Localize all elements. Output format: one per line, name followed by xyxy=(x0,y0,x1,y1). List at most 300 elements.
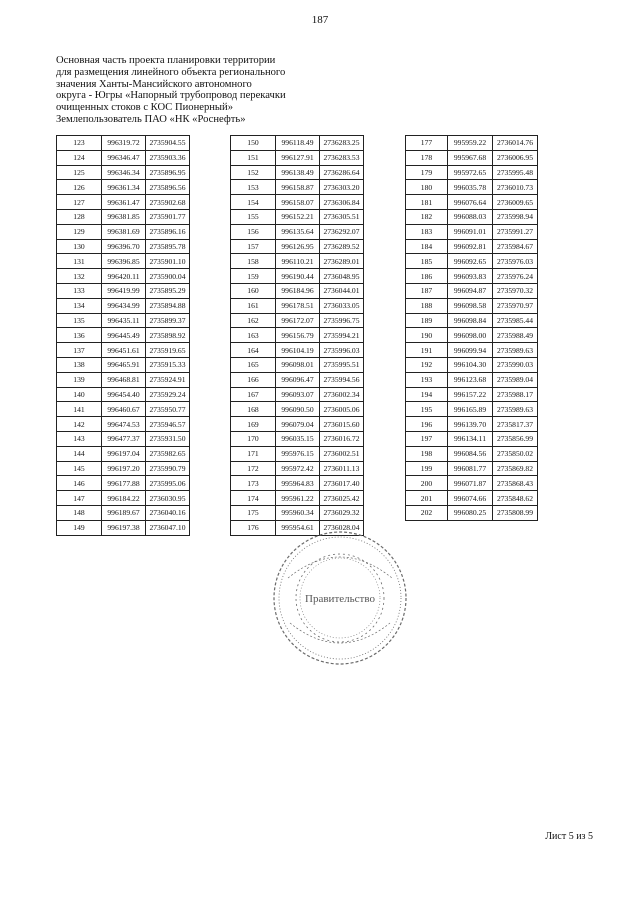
y-coordinate-cell: 2736010.73 xyxy=(493,180,538,195)
point-number-cell: 165 xyxy=(231,357,276,372)
table-row xyxy=(406,269,538,284)
table-row xyxy=(406,343,538,358)
table-row xyxy=(57,387,190,402)
y-coordinate-cell: 2735899.37 xyxy=(146,313,190,328)
document-header xyxy=(56,55,316,126)
point-number-cell: 202 xyxy=(406,505,448,520)
table-row xyxy=(231,328,364,343)
x-coordinate-cell: 996138.49 xyxy=(276,165,320,180)
table-row xyxy=(406,195,538,210)
table-row xyxy=(57,372,190,387)
point-number-cell: 148 xyxy=(57,505,102,520)
header-line: округа - Югры «Напорный трубопровод перекачки xyxy=(56,90,286,102)
x-coordinate-cell: 996157.22 xyxy=(448,387,493,402)
y-coordinate-cell: 2736028.04 xyxy=(320,520,364,535)
x-coordinate-cell: 996074.66 xyxy=(448,491,493,506)
point-number-cell: 139 xyxy=(57,372,102,387)
point-number-cell: 138 xyxy=(57,357,102,372)
y-coordinate-cell: 2735995.06 xyxy=(146,476,190,491)
point-number-cell: 183 xyxy=(406,224,448,239)
point-number-cell: 188 xyxy=(406,298,448,313)
table-row xyxy=(57,313,190,328)
y-coordinate-cell: 2735901.77 xyxy=(146,209,190,224)
x-coordinate-cell: 995972.42 xyxy=(276,461,320,476)
point-number-cell: 161 xyxy=(231,298,276,313)
y-coordinate-cell: 2735994.21 xyxy=(320,328,364,343)
x-coordinate-cell: 996093.07 xyxy=(276,387,320,402)
y-coordinate-cell: 2735998.94 xyxy=(493,209,538,224)
table-row xyxy=(231,224,364,239)
point-number-cell: 193 xyxy=(406,372,448,387)
point-number-cell: 146 xyxy=(57,476,102,491)
header-line: Основная часть проекта планировки территории xyxy=(56,55,276,66)
table-row xyxy=(57,328,190,343)
y-coordinate-cell: 2736014.76 xyxy=(493,136,538,151)
point-number-cell: 136 xyxy=(57,328,102,343)
y-coordinate-cell: 2735896.56 xyxy=(146,180,190,195)
y-coordinate-cell: 2736289.52 xyxy=(320,239,364,254)
y-coordinate-cell: 2735869.82 xyxy=(493,461,538,476)
y-coordinate-cell: 2736002.51 xyxy=(320,446,364,461)
x-coordinate-cell: 995960.34 xyxy=(276,505,320,520)
point-number-cell: 137 xyxy=(57,343,102,358)
table-row xyxy=(57,239,190,254)
y-coordinate-cell: 2736016.72 xyxy=(320,431,364,446)
x-coordinate-cell: 996104.19 xyxy=(276,343,320,358)
y-coordinate-cell: 2736286.64 xyxy=(320,165,364,180)
point-number-cell: 127 xyxy=(57,195,102,210)
x-coordinate-cell: 996091.01 xyxy=(448,224,493,239)
table-row xyxy=(57,505,190,520)
y-coordinate-cell: 2735991.27 xyxy=(493,224,538,239)
y-coordinate-cell: 2735848.62 xyxy=(493,491,538,506)
point-number-cell: 144 xyxy=(57,446,102,461)
y-coordinate-cell: 2735990.03 xyxy=(493,357,538,372)
point-number-cell: 132 xyxy=(57,269,102,284)
coordinates-table-1 xyxy=(56,135,190,536)
y-coordinate-cell: 2735946.57 xyxy=(146,417,190,432)
point-number-cell: 182 xyxy=(406,209,448,224)
x-coordinate-cell: 996099.94 xyxy=(448,343,493,358)
x-coordinate-cell: 996361.47 xyxy=(102,195,146,210)
table-row xyxy=(231,505,364,520)
y-coordinate-cell: 2735901.10 xyxy=(146,254,190,269)
table-row xyxy=(57,491,190,506)
table-row xyxy=(406,165,538,180)
table-row xyxy=(57,476,190,491)
table-row xyxy=(231,343,364,358)
point-number-cell: 142 xyxy=(57,417,102,432)
point-number-cell: 147 xyxy=(57,491,102,506)
point-number-cell: 173 xyxy=(231,476,276,491)
table-row xyxy=(57,224,190,239)
x-coordinate-cell: 996465.91 xyxy=(102,357,146,372)
table-row xyxy=(406,491,538,506)
point-number-cell: 164 xyxy=(231,343,276,358)
x-coordinate-cell: 996381.85 xyxy=(102,209,146,224)
y-coordinate-cell: 2735929.24 xyxy=(146,387,190,402)
y-coordinate-cell: 2735895.29 xyxy=(146,283,190,298)
y-coordinate-cell: 2735898.92 xyxy=(146,328,190,343)
x-coordinate-cell: 996071.87 xyxy=(448,476,493,491)
point-number-cell: 143 xyxy=(57,431,102,446)
point-number-cell: 150 xyxy=(231,136,276,151)
point-number-cell: 177 xyxy=(406,136,448,151)
x-coordinate-cell: 996098.01 xyxy=(276,357,320,372)
table-row xyxy=(57,165,190,180)
table-row xyxy=(231,446,364,461)
table-row xyxy=(231,491,364,506)
x-coordinate-cell: 996474.53 xyxy=(102,417,146,432)
table-row xyxy=(231,165,364,180)
x-coordinate-cell: 995954.61 xyxy=(276,520,320,535)
x-coordinate-cell: 996092.81 xyxy=(448,239,493,254)
table-row xyxy=(57,520,190,535)
x-coordinate-cell: 996445.49 xyxy=(102,328,146,343)
point-number-cell: 157 xyxy=(231,239,276,254)
table-row xyxy=(231,313,364,328)
coordinates-table-2 xyxy=(230,135,364,536)
y-coordinate-cell: 2735995.51 xyxy=(320,357,364,372)
point-number-cell: 159 xyxy=(231,269,276,284)
point-number-cell: 191 xyxy=(406,343,448,358)
x-coordinate-cell: 996098.84 xyxy=(448,313,493,328)
x-coordinate-cell: 996088.03 xyxy=(448,209,493,224)
point-number-cell: 158 xyxy=(231,254,276,269)
table-row xyxy=(406,313,538,328)
x-coordinate-cell: 996165.89 xyxy=(448,402,493,417)
point-number-cell: 125 xyxy=(57,165,102,180)
point-number-cell: 145 xyxy=(57,461,102,476)
point-number-cell: 178 xyxy=(406,150,448,165)
table-row xyxy=(406,461,538,476)
x-coordinate-cell: 996468.81 xyxy=(102,372,146,387)
x-coordinate-cell: 996156.79 xyxy=(276,328,320,343)
y-coordinate-cell: 2736029.32 xyxy=(320,505,364,520)
x-coordinate-cell: 996346.47 xyxy=(102,150,146,165)
x-coordinate-cell: 996319.72 xyxy=(102,136,146,151)
x-coordinate-cell: 996184.96 xyxy=(276,283,320,298)
y-coordinate-cell: 2735976.24 xyxy=(493,269,538,284)
x-coordinate-cell: 996135.64 xyxy=(276,224,320,239)
table-row xyxy=(231,239,364,254)
point-number-cell: 179 xyxy=(406,165,448,180)
y-coordinate-cell: 2735976.03 xyxy=(493,254,538,269)
table-row xyxy=(231,476,364,491)
x-coordinate-cell: 996084.56 xyxy=(448,446,493,461)
x-coordinate-cell: 996094.87 xyxy=(448,283,493,298)
table-row xyxy=(57,417,190,432)
table-row xyxy=(406,372,538,387)
x-coordinate-cell: 996035.15 xyxy=(276,431,320,446)
table-row xyxy=(231,254,364,269)
point-number-cell: 172 xyxy=(231,461,276,476)
x-coordinate-cell: 996451.61 xyxy=(102,343,146,358)
y-coordinate-cell: 2735988.49 xyxy=(493,328,538,343)
point-number-cell: 130 xyxy=(57,239,102,254)
table-row xyxy=(231,136,364,151)
x-coordinate-cell: 996093.83 xyxy=(448,269,493,284)
table-row xyxy=(406,431,538,446)
y-coordinate-cell: 2735995.48 xyxy=(493,165,538,180)
y-coordinate-cell: 2735904.55 xyxy=(146,136,190,151)
point-number-cell: 192 xyxy=(406,357,448,372)
table-row xyxy=(231,209,364,224)
point-number-cell: 166 xyxy=(231,372,276,387)
table-row xyxy=(57,254,190,269)
x-coordinate-cell: 996098.58 xyxy=(448,298,493,313)
table-row xyxy=(57,180,190,195)
sheet-number-label: Лист 5 из 5 xyxy=(545,831,593,842)
table-row xyxy=(406,239,538,254)
point-number-cell: 196 xyxy=(406,417,448,432)
y-coordinate-cell: 2735868.43 xyxy=(493,476,538,491)
table-row xyxy=(57,357,190,372)
table-row xyxy=(57,283,190,298)
y-coordinate-cell: 2736011.13 xyxy=(320,461,364,476)
x-coordinate-cell: 996110.21 xyxy=(276,254,320,269)
point-number-cell: 200 xyxy=(406,476,448,491)
x-coordinate-cell: 996477.37 xyxy=(102,431,146,446)
x-coordinate-cell: 996126.95 xyxy=(276,239,320,254)
table-row xyxy=(57,136,190,151)
x-coordinate-cell: 996139.70 xyxy=(448,417,493,432)
x-coordinate-cell: 996081.77 xyxy=(448,461,493,476)
x-coordinate-cell: 996079.04 xyxy=(276,417,320,432)
x-coordinate-cell: 996346.34 xyxy=(102,165,146,180)
x-coordinate-cell: 996381.69 xyxy=(102,224,146,239)
point-number-cell: 169 xyxy=(231,417,276,432)
table-row xyxy=(231,387,364,402)
x-coordinate-cell: 996396.85 xyxy=(102,254,146,269)
x-coordinate-cell: 996190.44 xyxy=(276,269,320,284)
y-coordinate-cell: 2735989.63 xyxy=(493,343,538,358)
point-number-cell: 140 xyxy=(57,387,102,402)
table-row xyxy=(231,461,364,476)
x-coordinate-cell: 996434.99 xyxy=(102,298,146,313)
point-number-cell: 141 xyxy=(57,402,102,417)
x-coordinate-cell: 996080.25 xyxy=(448,505,493,520)
point-number-cell: 189 xyxy=(406,313,448,328)
y-coordinate-cell: 2736009.65 xyxy=(493,195,538,210)
y-coordinate-cell: 2736292.07 xyxy=(320,224,364,239)
point-number-cell: 176 xyxy=(231,520,276,535)
table-row xyxy=(231,269,364,284)
table-row xyxy=(231,298,364,313)
x-coordinate-cell: 996454.40 xyxy=(102,387,146,402)
x-coordinate-cell: 996177.88 xyxy=(102,476,146,491)
table-row xyxy=(406,283,538,298)
x-coordinate-cell: 996035.78 xyxy=(448,180,493,195)
point-number-cell: 180 xyxy=(406,180,448,195)
x-coordinate-cell: 996127.91 xyxy=(276,150,320,165)
x-coordinate-cell: 996361.34 xyxy=(102,180,146,195)
table-row xyxy=(406,387,538,402)
point-number-cell: 195 xyxy=(406,402,448,417)
point-number-cell: 184 xyxy=(406,239,448,254)
x-coordinate-cell: 996172.07 xyxy=(276,313,320,328)
y-coordinate-cell: 2735996.75 xyxy=(320,313,364,328)
point-number-cell: 151 xyxy=(231,150,276,165)
x-coordinate-cell: 996134.11 xyxy=(448,431,493,446)
y-coordinate-cell: 2736006.95 xyxy=(493,150,538,165)
point-number-cell: 154 xyxy=(231,195,276,210)
y-coordinate-cell: 2735817.37 xyxy=(493,417,538,432)
point-number-cell: 153 xyxy=(231,180,276,195)
y-coordinate-cell: 2735989.04 xyxy=(493,372,538,387)
y-coordinate-cell: 2736283.25 xyxy=(320,136,364,151)
point-number-cell: 135 xyxy=(57,313,102,328)
y-coordinate-cell: 2736305.51 xyxy=(320,209,364,224)
table-row xyxy=(57,402,190,417)
point-number-cell: 197 xyxy=(406,431,448,446)
y-coordinate-cell: 2736033.05 xyxy=(320,298,364,313)
x-coordinate-cell: 996435.11 xyxy=(102,313,146,328)
x-coordinate-cell: 996104.30 xyxy=(448,357,493,372)
point-number-cell: 123 xyxy=(57,136,102,151)
x-coordinate-cell: 996420.11 xyxy=(102,269,146,284)
point-number-cell: 181 xyxy=(406,195,448,210)
point-number-cell: 131 xyxy=(57,254,102,269)
point-number-cell: 175 xyxy=(231,505,276,520)
y-coordinate-cell: 2735988.17 xyxy=(493,387,538,402)
table-row xyxy=(57,343,190,358)
x-coordinate-cell: 996460.67 xyxy=(102,402,146,417)
point-number-cell: 155 xyxy=(231,209,276,224)
point-number-cell: 156 xyxy=(231,224,276,239)
table-row xyxy=(57,269,190,284)
point-number-cell: 126 xyxy=(57,180,102,195)
y-coordinate-cell: 2736025.42 xyxy=(320,491,364,506)
header-line: Землепользователь ПАО «НК «Роснефть» xyxy=(56,113,246,125)
table-row xyxy=(406,150,538,165)
x-coordinate-cell: 995967.68 xyxy=(448,150,493,165)
point-number-cell: 133 xyxy=(57,283,102,298)
x-coordinate-cell: 996098.00 xyxy=(448,328,493,343)
y-coordinate-cell: 2736306.84 xyxy=(320,195,364,210)
point-number-cell: 128 xyxy=(57,209,102,224)
table-row xyxy=(231,195,364,210)
x-coordinate-cell: 996197.38 xyxy=(102,520,146,535)
y-coordinate-cell: 2735985.44 xyxy=(493,313,538,328)
official-stamp xyxy=(270,528,410,668)
x-coordinate-cell: 996158.07 xyxy=(276,195,320,210)
y-coordinate-cell: 2736017.40 xyxy=(320,476,364,491)
header-line: значения Ханты-Мансийского автономного xyxy=(56,78,252,90)
x-coordinate-cell: 995976.15 xyxy=(276,446,320,461)
y-coordinate-cell: 2736005.06 xyxy=(320,402,364,417)
x-coordinate-cell: 996118.49 xyxy=(276,136,320,151)
x-coordinate-cell: 996158.87 xyxy=(276,180,320,195)
x-coordinate-cell: 995972.65 xyxy=(448,165,493,180)
y-coordinate-cell: 2736303.20 xyxy=(320,180,364,195)
y-coordinate-cell: 2735994.56 xyxy=(320,372,364,387)
y-coordinate-cell: 2735919.65 xyxy=(146,343,190,358)
point-number-cell: 149 xyxy=(57,520,102,535)
table-row xyxy=(406,136,538,151)
table-row xyxy=(231,402,364,417)
table-row xyxy=(231,417,364,432)
point-number-cell: 186 xyxy=(406,269,448,284)
table-row xyxy=(406,209,538,224)
x-coordinate-cell: 996076.64 xyxy=(448,195,493,210)
point-number-cell: 199 xyxy=(406,461,448,476)
table-row xyxy=(406,328,538,343)
y-coordinate-cell: 2736283.53 xyxy=(320,150,364,165)
y-coordinate-cell: 2735856.99 xyxy=(493,431,538,446)
point-number-cell: 134 xyxy=(57,298,102,313)
x-coordinate-cell: 996152.21 xyxy=(276,209,320,224)
point-number-cell: 160 xyxy=(231,283,276,298)
point-number-cell: 187 xyxy=(406,283,448,298)
x-coordinate-cell: 996178.51 xyxy=(276,298,320,313)
point-number-cell: 201 xyxy=(406,491,448,506)
table-row xyxy=(231,150,364,165)
point-number-cell: 194 xyxy=(406,387,448,402)
table-row xyxy=(406,224,538,239)
y-coordinate-cell: 2735896.95 xyxy=(146,165,190,180)
y-coordinate-cell: 2735990.79 xyxy=(146,461,190,476)
table-row xyxy=(406,357,538,372)
y-coordinate-cell: 2735894.88 xyxy=(146,298,190,313)
table-row xyxy=(406,446,538,461)
table-row xyxy=(231,283,364,298)
y-coordinate-cell: 2735989.63 xyxy=(493,402,538,417)
y-coordinate-cell: 2735982.65 xyxy=(146,446,190,461)
point-number-cell: 190 xyxy=(406,328,448,343)
point-number-cell: 171 xyxy=(231,446,276,461)
y-coordinate-cell: 2736002.34 xyxy=(320,387,364,402)
table-row xyxy=(406,180,538,195)
point-number-cell: 163 xyxy=(231,328,276,343)
x-coordinate-cell: 996189.67 xyxy=(102,505,146,520)
y-coordinate-cell: 2735970.97 xyxy=(493,298,538,313)
x-coordinate-cell: 996396.70 xyxy=(102,239,146,254)
table-row xyxy=(406,254,538,269)
table-row xyxy=(406,402,538,417)
table-row xyxy=(406,505,538,520)
x-coordinate-cell: 996090.50 xyxy=(276,402,320,417)
table-row xyxy=(57,195,190,210)
x-coordinate-cell: 996184.22 xyxy=(102,491,146,506)
table-row xyxy=(231,372,364,387)
y-coordinate-cell: 2735900.04 xyxy=(146,269,190,284)
y-coordinate-cell: 2735931.50 xyxy=(146,431,190,446)
point-number-cell: 174 xyxy=(231,491,276,506)
stamp-text: Правительство xyxy=(305,593,375,605)
table-row xyxy=(231,431,364,446)
table-row xyxy=(57,431,190,446)
point-number-cell: 170 xyxy=(231,431,276,446)
x-coordinate-cell: 996123.68 xyxy=(448,372,493,387)
x-coordinate-cell: 995959.22 xyxy=(448,136,493,151)
y-coordinate-cell: 2736289.01 xyxy=(320,254,364,269)
header-line: очищенных стоков с КОС Пионерный» xyxy=(56,102,234,114)
point-number-cell: 167 xyxy=(231,387,276,402)
y-coordinate-cell: 2735896.16 xyxy=(146,224,190,239)
table-row xyxy=(57,298,190,313)
x-coordinate-cell: 996197.04 xyxy=(102,446,146,461)
y-coordinate-cell: 2735915.33 xyxy=(146,357,190,372)
y-coordinate-cell: 2736015.60 xyxy=(320,417,364,432)
table-row xyxy=(231,180,364,195)
y-coordinate-cell: 2736047.10 xyxy=(146,520,190,535)
table-row xyxy=(406,476,538,491)
x-coordinate-cell: 996092.65 xyxy=(448,254,493,269)
table-row xyxy=(406,298,538,313)
x-coordinate-cell: 996197.20 xyxy=(102,461,146,476)
table-row xyxy=(57,209,190,224)
